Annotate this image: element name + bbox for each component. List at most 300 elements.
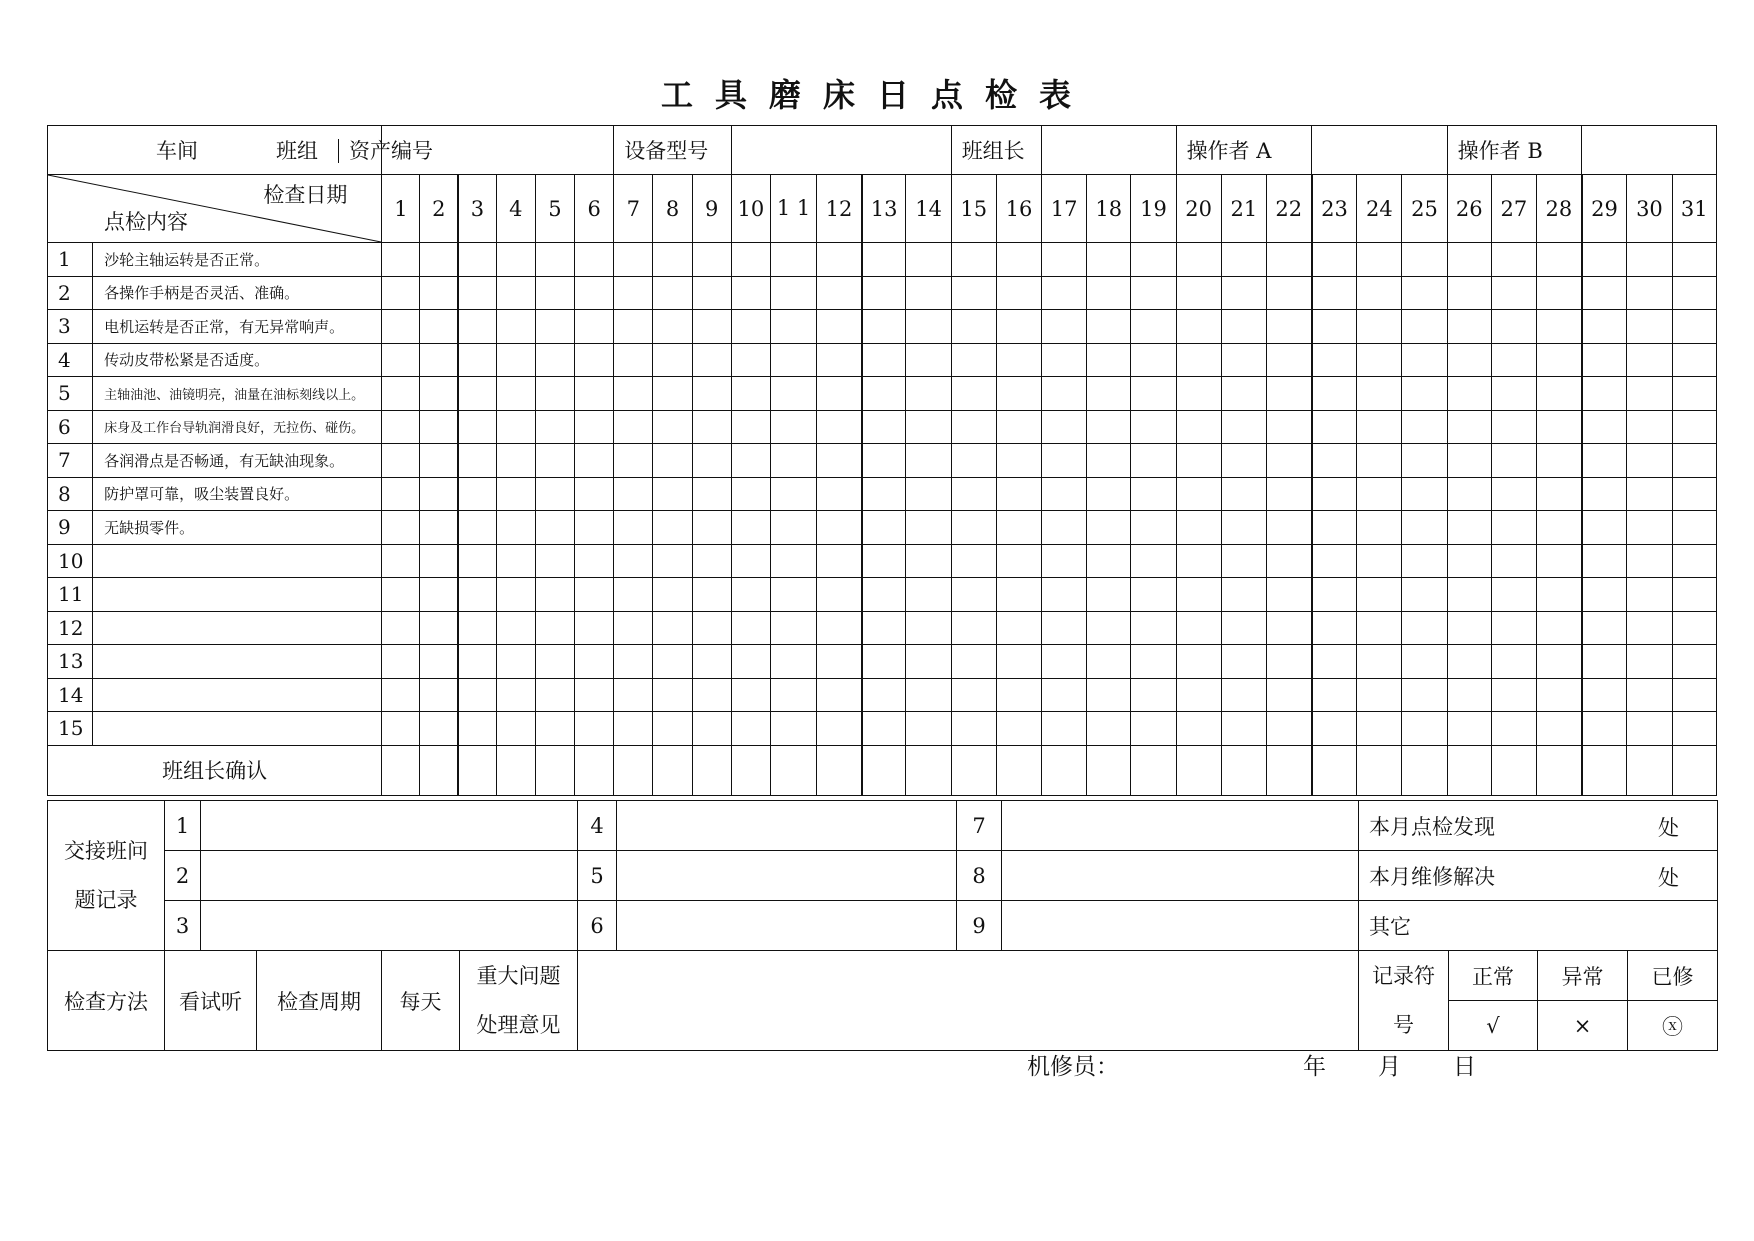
check-cell[interactable] xyxy=(1221,645,1266,679)
confirm-cell[interactable] xyxy=(1221,745,1266,795)
check-cell[interactable] xyxy=(458,645,496,679)
check-cell[interactable] xyxy=(996,477,1041,511)
check-cell[interactable] xyxy=(1087,243,1131,277)
confirm-cell[interactable] xyxy=(1266,745,1311,795)
confirm-cell[interactable] xyxy=(1491,745,1536,795)
check-cell[interactable] xyxy=(1582,477,1627,511)
check-cell[interactable] xyxy=(692,544,731,578)
check-cell[interactable] xyxy=(1176,477,1221,511)
confirm-cell[interactable] xyxy=(382,745,420,795)
check-cell[interactable] xyxy=(817,611,862,645)
check-cell[interactable] xyxy=(1266,444,1311,478)
check-cell[interactable] xyxy=(817,444,862,478)
check-cell[interactable] xyxy=(614,544,653,578)
check-cell[interactable] xyxy=(1402,410,1447,444)
check-cell[interactable] xyxy=(1312,276,1357,310)
check-cell[interactable] xyxy=(1672,343,1716,377)
check-cell[interactable] xyxy=(382,477,420,511)
check-cell[interactable] xyxy=(770,611,816,645)
check-cell[interactable] xyxy=(1176,343,1221,377)
operator-b-field[interactable] xyxy=(1582,126,1717,175)
check-cell[interactable] xyxy=(1312,410,1357,444)
check-cell[interactable] xyxy=(575,343,614,377)
check-cell[interactable] xyxy=(996,310,1041,344)
check-cell[interactable] xyxy=(420,678,458,712)
check-cell[interactable] xyxy=(817,578,862,612)
handover-entry[interactable] xyxy=(201,801,578,851)
check-cell[interactable] xyxy=(1402,544,1447,578)
check-cell[interactable] xyxy=(1087,477,1131,511)
check-cell[interactable] xyxy=(1176,544,1221,578)
check-cell[interactable] xyxy=(731,712,770,746)
check-cell[interactable] xyxy=(382,712,420,746)
handover-entry[interactable] xyxy=(1002,901,1359,951)
check-cell[interactable] xyxy=(535,544,574,578)
check-cell[interactable] xyxy=(653,276,692,310)
check-cell[interactable] xyxy=(1447,712,1491,746)
check-cell[interactable] xyxy=(1447,343,1491,377)
check-cell[interactable] xyxy=(1266,511,1311,545)
check-cell[interactable] xyxy=(996,578,1041,612)
check-cell[interactable] xyxy=(575,511,614,545)
check-cell[interactable] xyxy=(1627,310,1672,344)
check-cell[interactable] xyxy=(382,410,420,444)
check-cell[interactable] xyxy=(575,410,614,444)
check-cell[interactable] xyxy=(692,310,731,344)
check-cell[interactable] xyxy=(653,544,692,578)
check-cell[interactable] xyxy=(862,611,906,645)
check-cell[interactable] xyxy=(458,343,496,377)
check-cell[interactable] xyxy=(1221,544,1266,578)
check-cell[interactable] xyxy=(1536,377,1581,411)
check-cell[interactable] xyxy=(535,712,574,746)
check-cell[interactable] xyxy=(1627,544,1672,578)
check-cell[interactable] xyxy=(614,343,653,377)
check-cell[interactable] xyxy=(1266,477,1311,511)
check-cell[interactable] xyxy=(692,477,731,511)
check-cell[interactable] xyxy=(575,645,614,679)
check-cell[interactable] xyxy=(575,712,614,746)
check-cell[interactable] xyxy=(1491,645,1536,679)
check-cell[interactable] xyxy=(653,611,692,645)
check-cell[interactable] xyxy=(996,410,1041,444)
check-cell[interactable] xyxy=(731,678,770,712)
check-cell[interactable] xyxy=(1672,377,1716,411)
check-cell[interactable] xyxy=(862,477,906,511)
check-cell[interactable] xyxy=(862,645,906,679)
check-cell[interactable] xyxy=(458,511,496,545)
check-cell[interactable] xyxy=(817,343,862,377)
check-cell[interactable] xyxy=(496,611,535,645)
check-cell[interactable] xyxy=(1042,578,1087,612)
check-cell[interactable] xyxy=(1357,578,1402,612)
check-cell[interactable] xyxy=(996,276,1041,310)
check-cell[interactable] xyxy=(1402,243,1447,277)
check-cell[interactable] xyxy=(1357,243,1402,277)
check-cell[interactable] xyxy=(575,310,614,344)
check-cell[interactable] xyxy=(535,678,574,712)
check-cell[interactable] xyxy=(1582,343,1627,377)
check-cell[interactable] xyxy=(1266,276,1311,310)
check-cell[interactable] xyxy=(1131,243,1176,277)
check-cell[interactable] xyxy=(1536,310,1581,344)
check-cell[interactable] xyxy=(1221,712,1266,746)
check-cell[interactable] xyxy=(770,343,816,377)
check-cell[interactable] xyxy=(1491,410,1536,444)
check-cell[interactable] xyxy=(382,511,420,545)
check-cell[interactable] xyxy=(1266,678,1311,712)
operator-a-field[interactable] xyxy=(1312,126,1448,175)
check-cell[interactable] xyxy=(1312,712,1357,746)
check-cell[interactable] xyxy=(1447,645,1491,679)
check-cell[interactable] xyxy=(1627,578,1672,612)
check-cell[interactable] xyxy=(731,243,770,277)
check-cell[interactable] xyxy=(692,377,731,411)
check-cell[interactable] xyxy=(420,310,458,344)
confirm-cell[interactable] xyxy=(1536,745,1581,795)
check-cell[interactable] xyxy=(1402,477,1447,511)
other-notes[interactable]: 其它 xyxy=(1359,901,1718,951)
check-cell[interactable] xyxy=(906,511,951,545)
check-cell[interactable] xyxy=(614,444,653,478)
check-cell[interactable] xyxy=(1176,712,1221,746)
check-cell[interactable] xyxy=(653,511,692,545)
check-cell[interactable] xyxy=(420,578,458,612)
confirm-cell[interactable] xyxy=(770,745,816,795)
check-cell[interactable] xyxy=(731,611,770,645)
check-cell[interactable] xyxy=(731,645,770,679)
check-cell[interactable] xyxy=(1042,276,1087,310)
check-cell[interactable] xyxy=(906,343,951,377)
check-cell[interactable] xyxy=(1536,243,1581,277)
confirm-cell[interactable] xyxy=(458,745,496,795)
check-cell[interactable] xyxy=(862,444,906,478)
check-cell[interactable] xyxy=(770,276,816,310)
check-cell[interactable] xyxy=(1312,444,1357,478)
check-cell[interactable] xyxy=(1087,377,1131,411)
check-cell[interactable] xyxy=(996,544,1041,578)
check-cell[interactable] xyxy=(1266,310,1311,344)
confirm-cell[interactable] xyxy=(1176,745,1221,795)
check-cell[interactable] xyxy=(1491,276,1536,310)
check-cell[interactable] xyxy=(1042,645,1087,679)
check-cell[interactable] xyxy=(1042,377,1087,411)
check-cell[interactable] xyxy=(1266,410,1311,444)
check-cell[interactable] xyxy=(906,243,951,277)
check-cell[interactable] xyxy=(1042,343,1087,377)
check-cell[interactable] xyxy=(458,712,496,746)
check-cell[interactable] xyxy=(1357,444,1402,478)
check-cell[interactable] xyxy=(996,645,1041,679)
check-cell[interactable] xyxy=(1131,410,1176,444)
check-cell[interactable] xyxy=(1582,544,1627,578)
check-cell[interactable] xyxy=(1402,343,1447,377)
check-cell[interactable] xyxy=(1357,511,1402,545)
check-cell[interactable] xyxy=(692,243,731,277)
check-cell[interactable] xyxy=(1491,511,1536,545)
check-cell[interactable] xyxy=(1312,477,1357,511)
check-cell[interactable] xyxy=(1536,611,1581,645)
check-cell[interactable] xyxy=(770,243,816,277)
check-cell[interactable] xyxy=(817,645,862,679)
check-cell[interactable] xyxy=(458,578,496,612)
check-cell[interactable] xyxy=(770,645,816,679)
check-cell[interactable] xyxy=(1402,444,1447,478)
check-cell[interactable] xyxy=(906,276,951,310)
check-cell[interactable] xyxy=(575,678,614,712)
check-cell[interactable] xyxy=(1402,276,1447,310)
check-cell[interactable] xyxy=(1131,645,1176,679)
confirm-cell[interactable] xyxy=(1582,745,1627,795)
check-cell[interactable] xyxy=(458,276,496,310)
check-cell[interactable] xyxy=(817,377,862,411)
check-cell[interactable] xyxy=(1176,645,1221,679)
check-cell[interactable] xyxy=(1536,544,1581,578)
check-cell[interactable] xyxy=(382,343,420,377)
check-cell[interactable] xyxy=(1672,712,1716,746)
check-cell[interactable] xyxy=(614,678,653,712)
check-cell[interactable] xyxy=(535,645,574,679)
check-cell[interactable] xyxy=(1447,477,1491,511)
check-cell[interactable] xyxy=(1672,678,1716,712)
check-cell[interactable] xyxy=(1447,276,1491,310)
check-cell[interactable] xyxy=(496,310,535,344)
handover-entry[interactable] xyxy=(617,801,957,851)
check-cell[interactable] xyxy=(1221,578,1266,612)
check-cell[interactable] xyxy=(1582,645,1627,679)
check-cell[interactable] xyxy=(862,343,906,377)
check-cell[interactable] xyxy=(458,410,496,444)
check-cell[interactable] xyxy=(1582,611,1627,645)
check-cell[interactable] xyxy=(1627,511,1672,545)
check-cell[interactable] xyxy=(1266,343,1311,377)
check-cell[interactable] xyxy=(1266,645,1311,679)
check-cell[interactable] xyxy=(1582,712,1627,746)
check-cell[interactable] xyxy=(1672,544,1716,578)
check-cell[interactable] xyxy=(420,712,458,746)
check-cell[interactable] xyxy=(692,343,731,377)
check-cell[interactable] xyxy=(382,544,420,578)
check-cell[interactable] xyxy=(731,410,770,444)
check-cell[interactable] xyxy=(1221,243,1266,277)
check-cell[interactable] xyxy=(1357,544,1402,578)
check-cell[interactable] xyxy=(817,477,862,511)
confirm-cell[interactable] xyxy=(1131,745,1176,795)
check-cell[interactable] xyxy=(496,477,535,511)
confirm-cell[interactable] xyxy=(496,745,535,795)
check-cell[interactable] xyxy=(731,444,770,478)
confirm-cell[interactable] xyxy=(1087,745,1131,795)
check-cell[interactable] xyxy=(458,678,496,712)
check-cell[interactable] xyxy=(535,243,574,277)
check-cell[interactable] xyxy=(1087,645,1131,679)
check-cell[interactable] xyxy=(382,276,420,310)
check-cell[interactable] xyxy=(1536,444,1581,478)
confirm-cell[interactable] xyxy=(420,745,458,795)
check-cell[interactable] xyxy=(862,544,906,578)
check-cell[interactable] xyxy=(1491,712,1536,746)
check-cell[interactable] xyxy=(1176,310,1221,344)
check-cell[interactable] xyxy=(1402,645,1447,679)
check-cell[interactable] xyxy=(1042,310,1087,344)
check-cell[interactable] xyxy=(1447,310,1491,344)
check-cell[interactable] xyxy=(382,645,420,679)
check-cell[interactable] xyxy=(731,477,770,511)
check-cell[interactable] xyxy=(1672,578,1716,612)
check-cell[interactable] xyxy=(996,444,1041,478)
check-cell[interactable] xyxy=(817,276,862,310)
check-cell[interactable] xyxy=(1221,511,1266,545)
check-cell[interactable] xyxy=(951,645,996,679)
confirm-cell[interactable] xyxy=(862,745,906,795)
check-cell[interactable] xyxy=(1357,712,1402,746)
check-cell[interactable] xyxy=(382,310,420,344)
check-cell[interactable] xyxy=(1447,410,1491,444)
check-cell[interactable] xyxy=(731,276,770,310)
check-cell[interactable] xyxy=(1357,410,1402,444)
check-cell[interactable] xyxy=(575,477,614,511)
check-cell[interactable] xyxy=(1176,511,1221,545)
check-cell[interactable] xyxy=(458,444,496,478)
confirm-cell[interactable] xyxy=(1627,745,1672,795)
check-cell[interactable] xyxy=(770,544,816,578)
check-cell[interactable] xyxy=(951,544,996,578)
handover-entry[interactable] xyxy=(201,901,578,951)
check-cell[interactable] xyxy=(1582,276,1627,310)
check-cell[interactable] xyxy=(1131,578,1176,612)
check-cell[interactable] xyxy=(653,578,692,612)
check-cell[interactable] xyxy=(1131,377,1176,411)
check-cell[interactable] xyxy=(951,410,996,444)
check-cell[interactable] xyxy=(575,611,614,645)
check-cell[interactable] xyxy=(382,678,420,712)
check-cell[interactable] xyxy=(770,410,816,444)
check-cell[interactable] xyxy=(1266,611,1311,645)
check-cell[interactable] xyxy=(535,611,574,645)
check-cell[interactable] xyxy=(1357,310,1402,344)
check-cell[interactable] xyxy=(1582,678,1627,712)
check-cell[interactable] xyxy=(1402,511,1447,545)
check-cell[interactable] xyxy=(862,310,906,344)
confirm-cell[interactable] xyxy=(1672,745,1716,795)
check-cell[interactable] xyxy=(535,310,574,344)
confirm-cell[interactable] xyxy=(653,745,692,795)
check-cell[interactable] xyxy=(817,410,862,444)
check-cell[interactable] xyxy=(1447,377,1491,411)
check-cell[interactable] xyxy=(1131,678,1176,712)
check-cell[interactable] xyxy=(1312,310,1357,344)
team-leader-field[interactable] xyxy=(1042,126,1177,175)
check-cell[interactable] xyxy=(1491,678,1536,712)
check-cell[interactable] xyxy=(1131,712,1176,746)
check-cell[interactable] xyxy=(770,477,816,511)
check-cell[interactable] xyxy=(770,444,816,478)
check-cell[interactable] xyxy=(1582,511,1627,545)
check-cell[interactable] xyxy=(614,410,653,444)
check-cell[interactable] xyxy=(496,678,535,712)
check-cell[interactable] xyxy=(1357,477,1402,511)
check-cell[interactable] xyxy=(653,645,692,679)
check-cell[interactable] xyxy=(1221,343,1266,377)
check-cell[interactable] xyxy=(575,276,614,310)
check-cell[interactable] xyxy=(996,343,1041,377)
confirm-cell[interactable] xyxy=(817,745,862,795)
workshop-team-cell[interactable] xyxy=(48,126,433,175)
check-cell[interactable] xyxy=(1491,243,1536,277)
check-cell[interactable] xyxy=(1627,410,1672,444)
check-cell[interactable] xyxy=(1312,343,1357,377)
check-cell[interactable] xyxy=(1087,410,1131,444)
check-cell[interactable] xyxy=(653,343,692,377)
check-cell[interactable] xyxy=(1131,343,1176,377)
check-cell[interactable] xyxy=(1131,544,1176,578)
check-cell[interactable] xyxy=(458,243,496,277)
check-cell[interactable] xyxy=(653,377,692,411)
check-cell[interactable] xyxy=(653,444,692,478)
confirm-cell[interactable] xyxy=(1447,745,1491,795)
check-cell[interactable] xyxy=(1042,611,1087,645)
check-cell[interactable] xyxy=(1627,678,1672,712)
check-cell[interactable] xyxy=(1672,444,1716,478)
check-cell[interactable] xyxy=(496,410,535,444)
check-cell[interactable] xyxy=(731,343,770,377)
check-cell[interactable] xyxy=(1042,477,1087,511)
confirm-cell[interactable] xyxy=(575,745,614,795)
check-cell[interactable] xyxy=(1176,444,1221,478)
check-cell[interactable] xyxy=(1042,511,1087,545)
check-cell[interactable] xyxy=(535,477,574,511)
check-cell[interactable] xyxy=(1176,578,1221,612)
check-cell[interactable] xyxy=(1536,477,1581,511)
check-cell[interactable] xyxy=(575,377,614,411)
check-cell[interactable] xyxy=(906,678,951,712)
check-cell[interactable] xyxy=(458,310,496,344)
check-cell[interactable] xyxy=(1582,243,1627,277)
check-cell[interactable] xyxy=(1672,310,1716,344)
check-cell[interactable] xyxy=(1131,511,1176,545)
check-cell[interactable] xyxy=(496,578,535,612)
check-cell[interactable] xyxy=(1536,712,1581,746)
check-cell[interactable] xyxy=(1312,611,1357,645)
check-cell[interactable] xyxy=(906,645,951,679)
check-cell[interactable] xyxy=(1582,444,1627,478)
check-cell[interactable] xyxy=(692,645,731,679)
check-cell[interactable] xyxy=(614,243,653,277)
confirm-cell[interactable] xyxy=(1402,745,1447,795)
check-cell[interactable] xyxy=(496,343,535,377)
check-cell[interactable] xyxy=(1447,544,1491,578)
check-cell[interactable] xyxy=(862,678,906,712)
check-cell[interactable] xyxy=(1312,243,1357,277)
check-cell[interactable] xyxy=(1087,578,1131,612)
check-cell[interactable] xyxy=(817,310,862,344)
check-cell[interactable] xyxy=(1627,444,1672,478)
check-cell[interactable] xyxy=(1402,310,1447,344)
check-cell[interactable] xyxy=(862,578,906,612)
check-cell[interactable] xyxy=(1672,645,1716,679)
check-cell[interactable] xyxy=(862,410,906,444)
check-cell[interactable] xyxy=(1357,645,1402,679)
check-cell[interactable] xyxy=(575,444,614,478)
check-cell[interactable] xyxy=(1582,310,1627,344)
check-cell[interactable] xyxy=(951,377,996,411)
check-cell[interactable] xyxy=(1491,377,1536,411)
check-cell[interactable] xyxy=(1357,343,1402,377)
check-cell[interactable] xyxy=(614,645,653,679)
check-cell[interactable] xyxy=(1402,678,1447,712)
check-cell[interactable] xyxy=(614,477,653,511)
check-cell[interactable] xyxy=(1266,377,1311,411)
